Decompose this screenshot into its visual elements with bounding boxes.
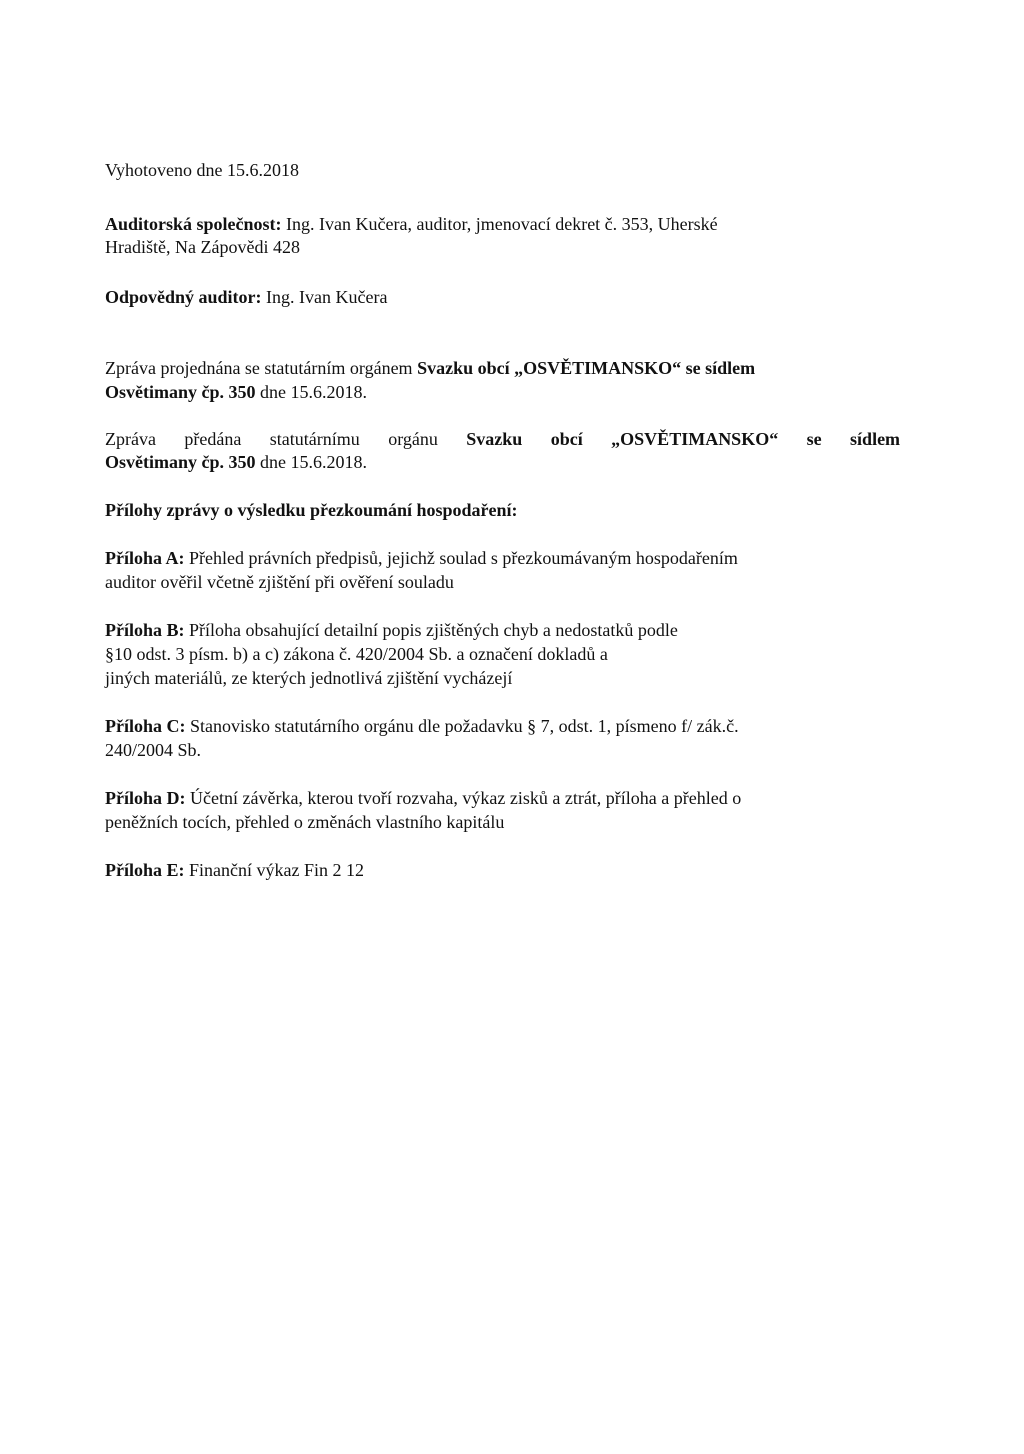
attachment-d-line-1 <box>105 787 741 809</box>
auditing-company-label: Auditorská společnost: <box>105 214 282 234</box>
issued-date: Vyhotoveno dne 15.6.2018 <box>105 160 299 180</box>
delivered-line-1 <box>105 428 900 450</box>
delivered-line-2 <box>105 451 367 473</box>
attachment-a-line-2: auditor ověřil včetně zjištění při ověření souladu <box>105 572 454 592</box>
attachment-c-text-1: Stanovisko statutárního orgánu dle požadavku § 7, odst. 1, písmeno f/ zák.č. <box>190 716 739 736</box>
discussed-line-2 <box>105 381 367 403</box>
delivered-bold-2: obcí <box>550 429 583 449</box>
delivered-bold-4: se <box>806 429 822 449</box>
attachment-c-line-2: 240/2004 Sb. <box>105 740 202 760</box>
attachment-d-line-2: peněžních tocích, přehled o změnách vlastního kapitálu <box>105 812 505 832</box>
delivered-address: Osvětimany čp. 350 <box>105 452 256 472</box>
attachment-b-line-2: §10 odst. 3 písm. b) a c) zákona č. 420/2004 Sb. a označení dokladů a <box>105 644 608 664</box>
auditing-company-line-1 <box>105 213 718 235</box>
attachment-a-text-1: Přehled právních předpisů, jejichž soulad s přezkoumávaným hospodařením <box>189 548 738 568</box>
attachment-d-text-1: Účetní závěrka, kterou tvoří rozvaha, výkaz zisků a ztrát, příloha a přehled o <box>190 788 742 808</box>
attachment-d-label: Příloha D: <box>105 788 186 808</box>
auditing-company-value-1: Ing. Ivan Kučera, auditor, jmenovací dekret č. 353, Uherské <box>286 214 718 234</box>
delivered-bold-1: Svazku <box>466 429 523 449</box>
responsible-auditor <box>105 286 388 308</box>
discussed-date: dne 15.6.2018. <box>260 382 367 402</box>
delivered-bold-3: „OSVĚTIMANSKO“ <box>611 429 779 449</box>
discussed-address: Osvětimany čp. 350 <box>105 382 256 402</box>
discussed-prefix: Zpráva projednána se statutárním orgánem <box>105 358 413 378</box>
responsible-auditor-value: Ing. Ivan Kučera <box>266 287 388 307</box>
discussed-entity: Svazku obcí „OSVĚTIMANSKO“ se sídlem <box>417 358 756 378</box>
attachment-e-line-1 <box>105 859 364 881</box>
delivered-word-2: předána <box>184 429 242 449</box>
auditing-company-line-2: Hradiště, Na Zápovědi 428 <box>105 237 300 257</box>
attachment-b-label: Příloha B: <box>105 620 185 640</box>
attachment-c-label: Příloha C: <box>105 716 186 736</box>
responsible-auditor-label: Odpovědný auditor: <box>105 287 262 307</box>
attachment-a-label: Příloha A: <box>105 548 185 568</box>
discussed-line-1 <box>105 357 755 379</box>
delivered-word-4: orgánu <box>388 429 438 449</box>
attachment-e-label: Příloha E: <box>105 860 185 880</box>
delivered-date: dne 15.6.2018. <box>260 452 367 472</box>
delivered-word-3: statutárnímu <box>269 429 360 449</box>
attachment-b-text-1: Příloha obsahující detailní popis zjištěných chyb a nedostatků podle <box>189 620 678 640</box>
attachment-e-text-1: Finanční výkaz Fin 2 12 <box>189 860 364 880</box>
delivered-word-1: Zpráva <box>105 429 156 449</box>
delivered-bold-5: sídlem <box>850 429 901 449</box>
attachment-a-line-1 <box>105 547 738 569</box>
attachment-c-line-1 <box>105 715 739 737</box>
attachments-heading: Přílohy zprávy o výsledku přezkoumání hospodaření: <box>105 500 518 520</box>
attachment-b-line-1 <box>105 619 678 641</box>
attachment-b-line-3: jiných materiálů, ze kterých jednotlivá zjištění vycházejí <box>105 668 513 688</box>
